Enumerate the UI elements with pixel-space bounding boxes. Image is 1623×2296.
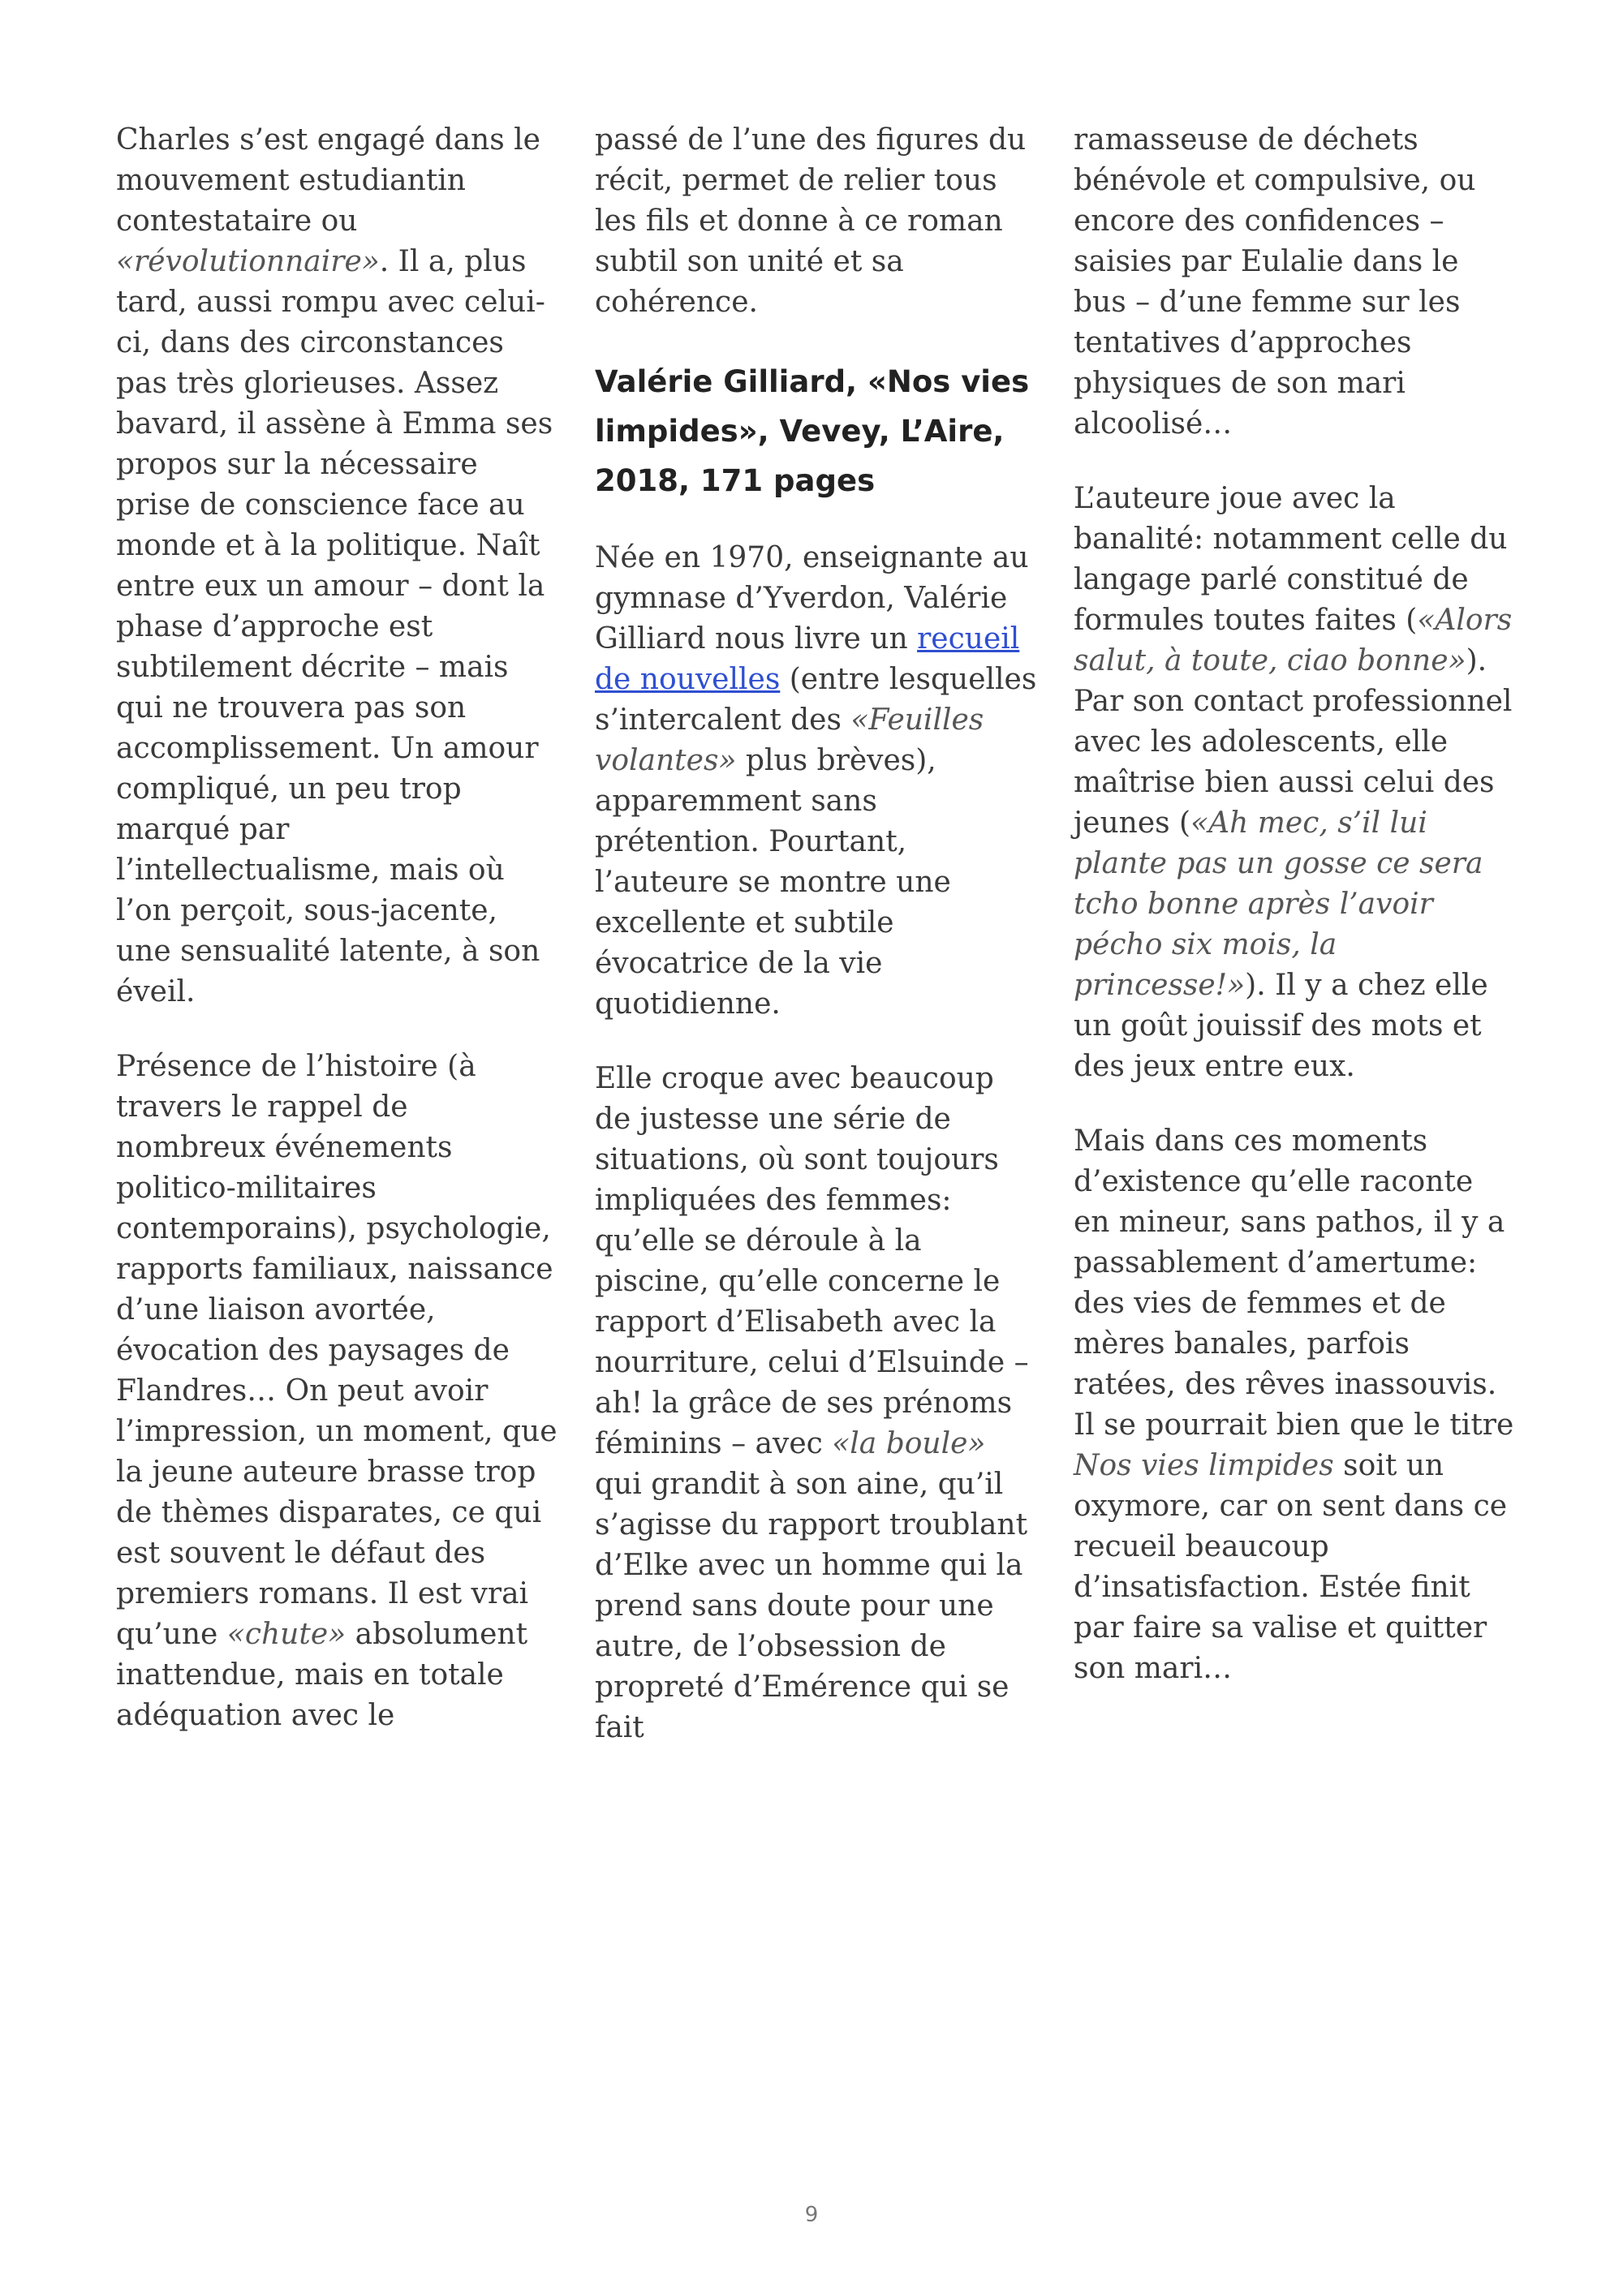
paragraph [116, 120, 558, 1013]
page-number: 9 [804, 2203, 819, 2227]
paragraph [595, 538, 1037, 1025]
text-run: ). Il y a chez elle un goût jouissif des mots et des jeux entre eux. [1074, 969, 1488, 1083]
text-run: L’auteure joue avec la banalité: notamment celle du langage parlé constitué de formules toutes faites ( [1074, 482, 1508, 637]
text-run: Elle croque avec beaucoup de justesse une série de situations, où sont toujours impliquées des femmes: qu’elle se déroule à la piscine, qu’elle concerne le rapport d’Elisabeth avec la nourriture, celui d’Elsuinde – ah! la grâce de ses prénoms féminins – avec [595, 1062, 1029, 1460]
text-run: ). Par son contact professionnel avec les adolescents, elle maîtrise bien aussi celui des jeunes ( [1074, 644, 1513, 840]
column-1 [116, 120, 558, 1782]
italic-text: «révolutionnaire» [116, 245, 380, 278]
review-heading: Valérie Gilliard, «Nos vies limpides», Vevey, L’Aire, 2018, 171 pages [595, 364, 1030, 498]
text-run: Charles s’est engagé dans le mouvement estudiantin contestataire ou [116, 123, 540, 238]
text-run: (entre lesquelles s’intercalent des [595, 663, 1037, 737]
column-3 [1074, 120, 1516, 1782]
italic-text: «Feuilles volantes» [595, 703, 984, 777]
text-run: Présence de l’histoire (à travers le rappel de nombreux événements politico-militaires contemporains), psychologie, rapports familiaux, naissance d’une liaison avortée, évocation des paysages de Flandres… On peut avoir l’impression, un moment, que la jeune auteure brasse trop de thèmes disparates, ce qui est souvent le défaut des premiers romans. Il est vrai qu’une [116, 1050, 558, 1651]
paragraph [1074, 1121, 1516, 1689]
text-run: absolument inattendue, mais en totale adéquation avec le [116, 1618, 528, 1732]
text-run: Mais dans ces moments d’existence qu’elle raconte en mineur, sans pathos, il y a passablement d’amertume: des vies de femmes et de mères banales, parfois ratées, des rêves inassouvis. Il se pourrait bien que le titre [1074, 1124, 1514, 1442]
paragraph: passé de l’une des figures du récit, permet de relier tous les fils et donne à ce roman subtil son unité et sa cohérence. [595, 123, 1027, 319]
recueil-link[interactable]: recueil de nouvelles [595, 622, 1020, 696]
text-run: qui grandit à son aine, qu’il s’agisse du rapport troublant d’Elke avec un homme qui la prend sans doute pour une autre, de l’obsession de propreté d’Emérence qui se fait [595, 1468, 1028, 1744]
paragraph [595, 1059, 1037, 1748]
text-run: soit un oxymore, car on sent dans ce recueil beaucoup d’insatisfaction. Estée finit par faire sa valise et quitter son mari… [1074, 1449, 1508, 1685]
paragraph: ramasseuse de déchets bénévole et compulsive, ou encore des confidences – saisies par Eulalie dans le bus – d’une femme sur les tentatives d’approches physiques de son mari alcoolisé… [1074, 123, 1476, 441]
text-run: . Il a, plus tard, aussi rompu avec celui-ci, dans des circonstances pas très glorieuses. Assez bavard, il assène à Emma ses propos sur la nécessaire prise de conscience face au monde et à la politique. Naît entre eux un amour – dont la phase d’approche est subtilement décrite – mais qui ne trouvera pas son accomplissement. Un amour compliqué, un peu trop marqué par l’intellectualisme, mais où l’on perçoit, sous-jacente, une sensualité latente, à son éveil. [116, 245, 553, 1008]
text-columns [116, 120, 1516, 1782]
paragraph [116, 1047, 558, 1736]
italic-text: «Alors salut, à toute, ciao bonne» [1074, 604, 1513, 677]
text-run: plus brèves), apparemment sans prétention. Pourtant, l’auteure se montre une excellente et subtile évocatrice de la vie quotidienne. [595, 744, 951, 1021]
paragraph [1074, 479, 1516, 1087]
italic-text: «Ah mec, s’il lui plante pas un gosse ce sera tcho bonne après l’avoir pécho six mois, la princesse!» [1074, 806, 1483, 1002]
italic-text: «chute» [226, 1618, 347, 1651]
column-2 [595, 120, 1037, 1782]
italic-text: Nos vies limpides [1074, 1449, 1334, 1482]
italic-text: «la boule» [832, 1427, 986, 1460]
text-run: Née en 1970, enseignante au gymnase d’Yverdon, Valérie Gilliard nous livre un [595, 541, 1029, 656]
